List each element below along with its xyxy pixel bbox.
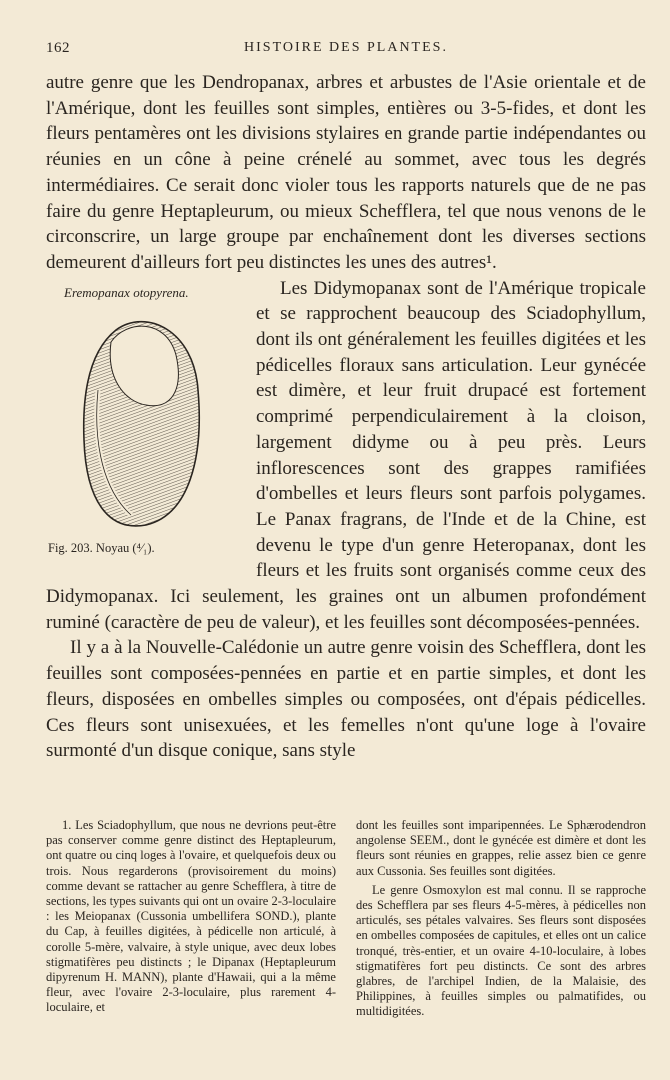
paragraph-3: Il y a à la Nouvelle-Calédonie un autre genre voisin des Schefflera, dont les feuilles sont composées-pennées en partie et en partie simples, et dont les fleurs, disposées en ombelles simples ou composées, ont d'épais pédicelles. Ces fleurs sont unisexuées, et les femelles n'ont qu'une loge à l'ovaire surmonté d'un disque conique, sans style	[46, 637, 646, 762]
footnote-column-left	[46, 818, 336, 1020]
footnote-osmoxylon: Le genre Osmoxylon est mal connu. Il se rapproche des Schefflera par ses fleurs 4-5-mères, à pédicelles non articulés, ses pétales valvaires. Ses fleurs sont disposées en ombelles composées de capitules, et elles ont un calice tronqué, très-entier, et un ovaire 4-10-loculaire, à lobes stigmatifères fort peu distincts. Ce sont des arbres glabres, de l'archipel Indien, de la Malaisie, des Philippines, à feuilles simples ou palmatifides, ou multidigitées.	[356, 882, 646, 1019]
paragraph-1: autre genre que les Dendropanax, arbres et arbustes de l'Asie orientale et de l'Amérique, dont les feuilles sont simples, entières ou 3-5-fides, et dont les fleurs pentamères ont les divisions stylaires en grande partie indépendantes ou réunies en un cône à peine crénelé au sommet, avec tous les degrés intermédiaires. Ce serait donc violer tous les rapports naturels que de ne pas faire du genre Heptapleurum, ou mieux Schefflera, tel que nous venons de le circonscrire, un large groupe par enchaînement dont les diverses sections demeurent d'ailleurs fort peu distinctes les unes des autres¹.	[46, 72, 646, 273]
footnote-continuation: dont les feuilles sont imparipennées. Le Sphærodendron angolense SEEM., dont le gynécée est dimère et dont les fleurs sont réunies en grappes, relie assez bien ce genre aux Cussonia. Ses feuilles sont digitées.	[356, 818, 646, 878]
seed-stone-illustration	[76, 310, 226, 530]
figure-title: Eremopanax otopyrena.	[64, 284, 189, 300]
footnote-1: 1. Les Sciadophyllum, que nous ne devrions peut-être pas conserver comme genre distinct des Heptapleurum, ont quatre ou cinq loges à l'ovaire, et quelquefois deux ou trois. Nous regarderons (provisoirement du moins) comme devant se rattacher au genre Schefflera, à titre de sections, les types suivants qui ont un ovaire 2-3-loculaire : les Meiopanax (Cussonia umbellifera SOND.), plante du Cap, à feuilles digitées, à pédicelle non articulé, à corolle 5-mère, valvaire, à style unique, avec deux lobes stigmatifères peu distincts ; le Dipanax (Heptapleurum dipyrenum H. MANN), plante d'Hawaii, qui a la même fleur, avec l'ovaire 2-3-loculaire, plus rarement 4-loculaire, et	[46, 818, 336, 1015]
figure-203	[46, 280, 246, 562]
paragraph-2: Les Didymopanax sont de l'Amérique tropicale et se rapprochent beaucoup des Sciadophyllum, dont ils ont généralement les feuilles digitées et les pédicelles floraux sans articulation. Leur gynécée est dimère, et leur fruit drupacé est fortement comprimé perpendiculairement à la cloison, largement didyme ou à peu près. Leurs inflorescences sont des grappes ramifiées d'ombelles et leurs fleurs sont parfois polygames. Le Panax fragrans, de l'Inde et de la Chine, est devenu le type d'un genre Heteropanax, dont les fleurs et les fruits sont organisés comme ceux des Didymopanax. Ici seulement, les graines ont un albumen profondément ruminé (caractère de peu de valeur), et les feuilles sont décomposées-pennées.	[46, 277, 646, 633]
page-number: 162	[46, 40, 70, 56]
page-header	[46, 40, 646, 62]
figure-caption: Fig. 203. Noyau (⁴⁄₁).	[48, 540, 155, 555]
footnote-column-right	[356, 818, 646, 1024]
main-text	[46, 70, 646, 764]
running-title: HISTOIRE DES PLANTES.	[244, 40, 448, 55]
